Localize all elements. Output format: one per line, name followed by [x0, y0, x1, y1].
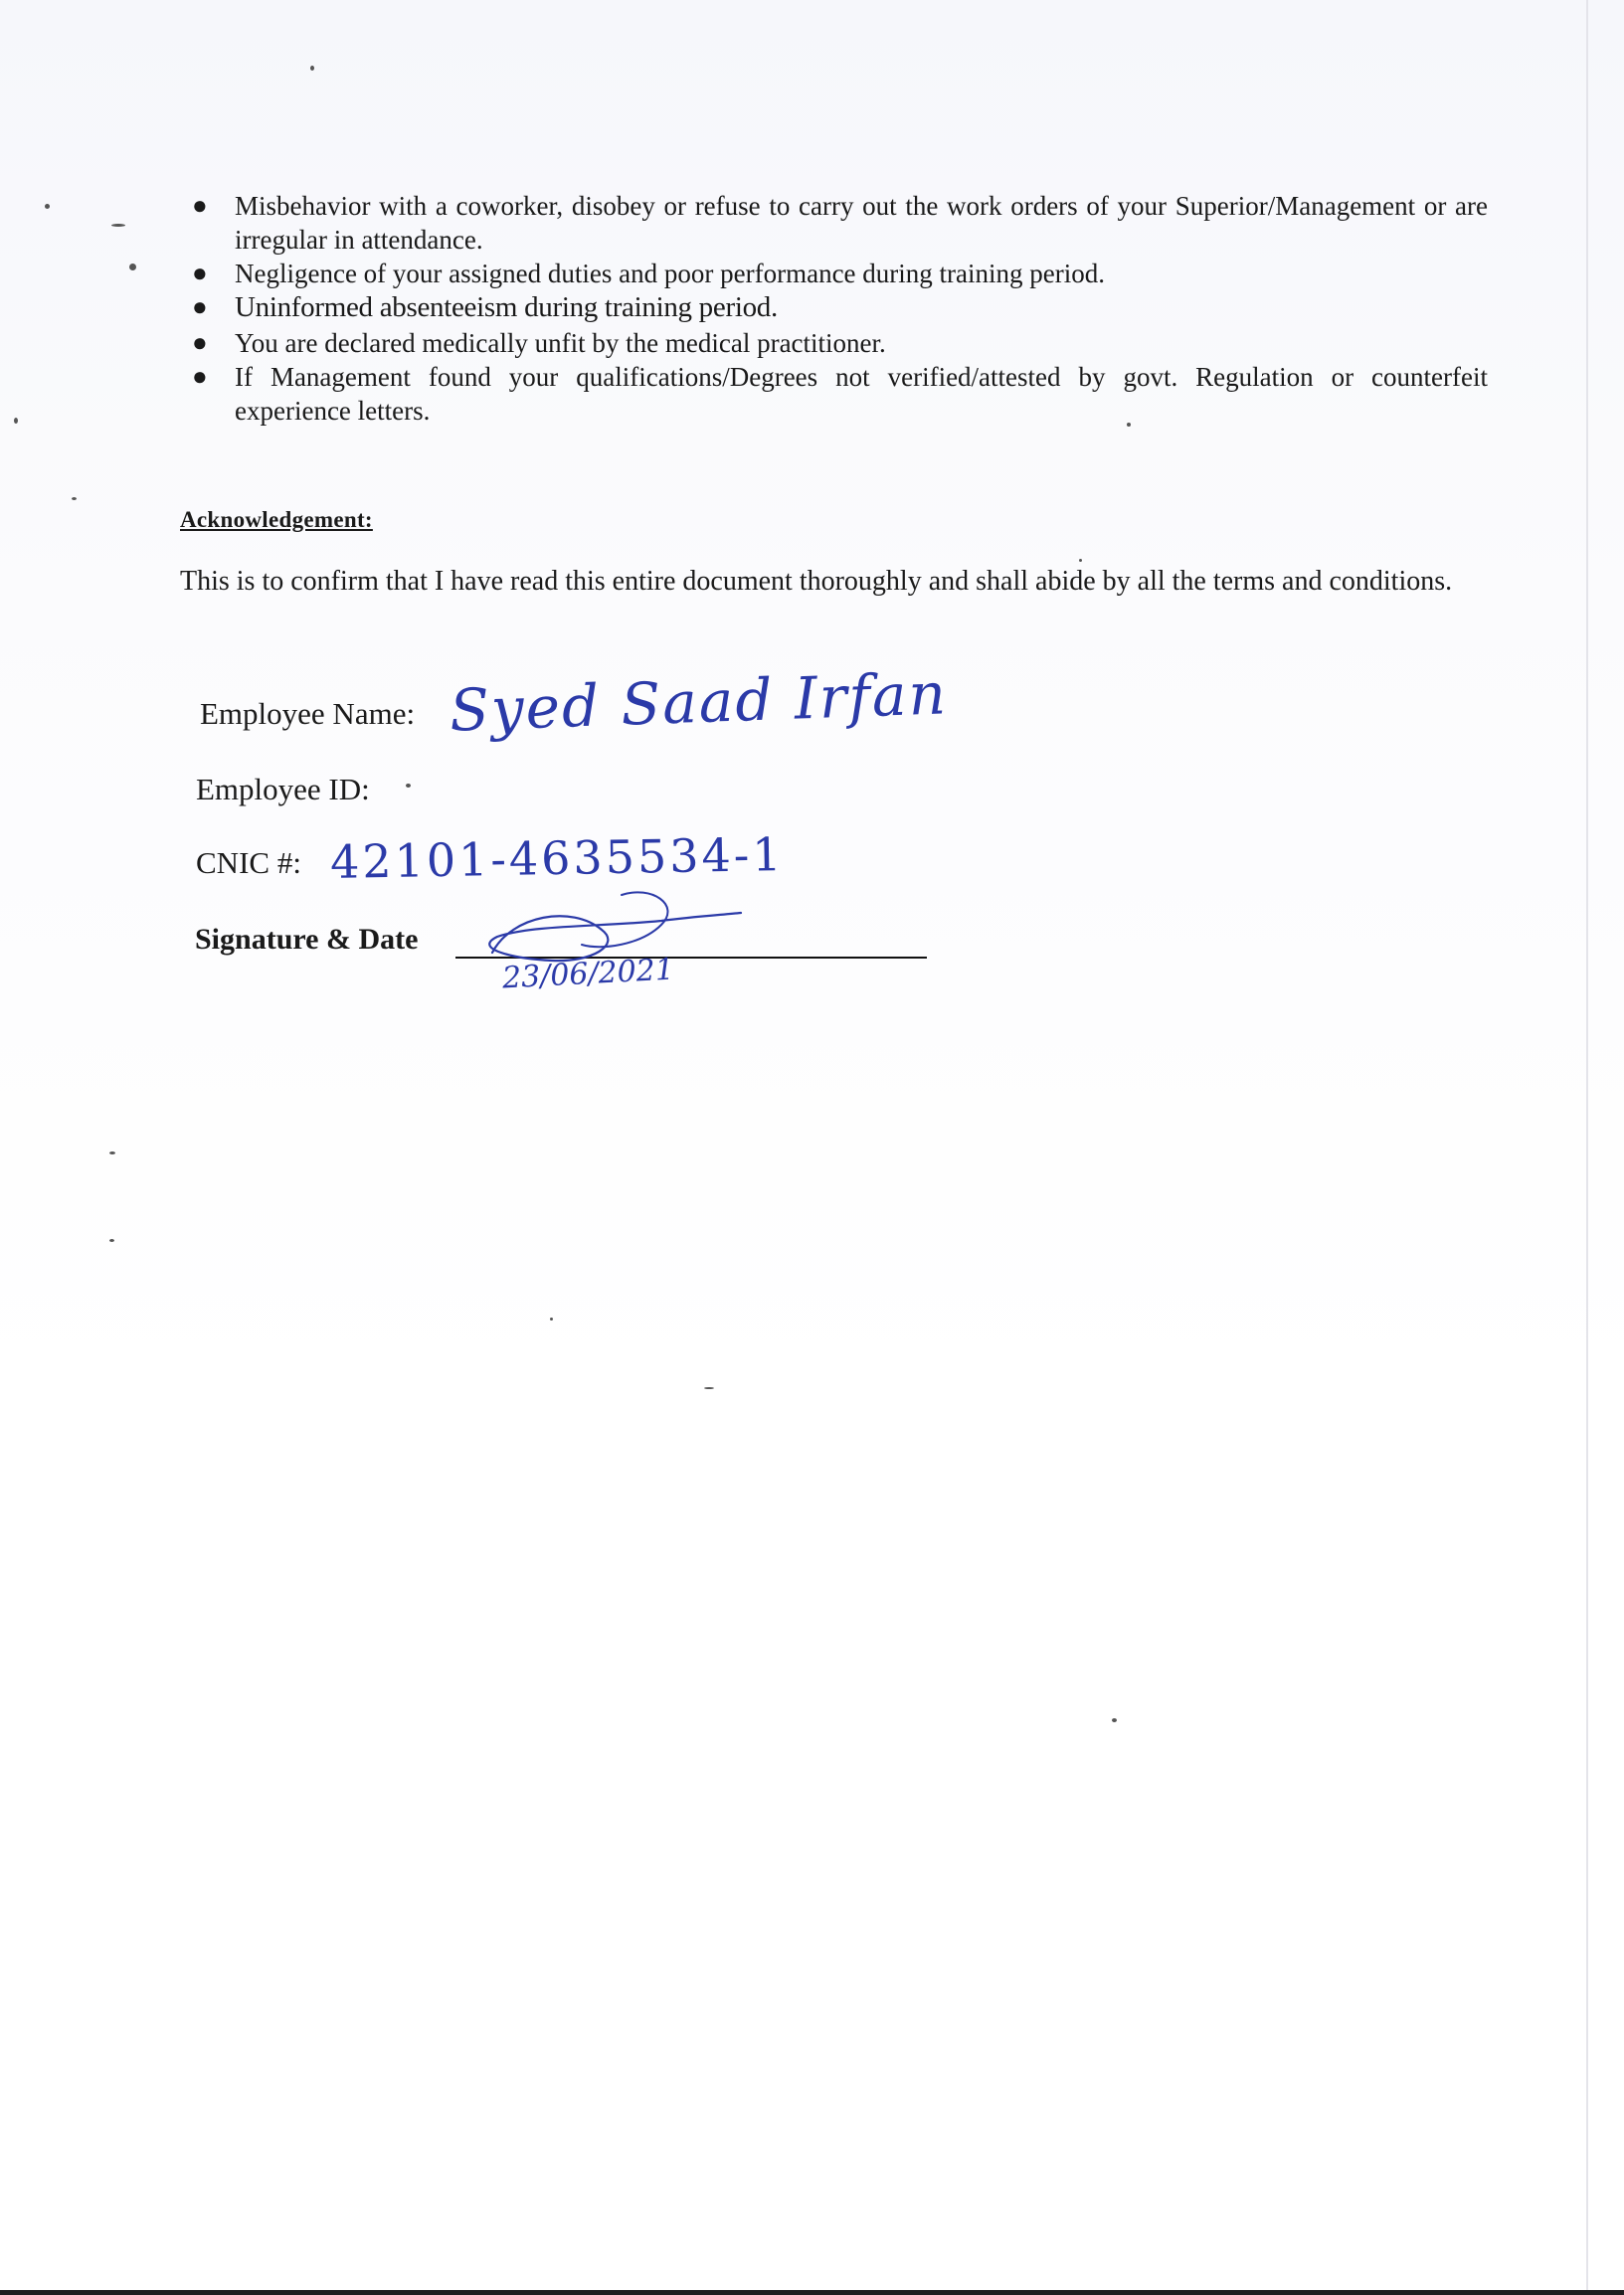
cnic-label: CNIC #: [196, 845, 301, 880]
acknowledgement-text: This is to confirm that I have read this entire document thoroughly and shall abide by all the terms and conditions. [180, 566, 1453, 597]
scan-speck [704, 1387, 714, 1389]
scan-speck [1079, 559, 1082, 562]
bullet-text: Misbehavior with a coworker, disobey or refuse to carry out the work orders of your Superior/Management or are irregular in attendance. [235, 191, 1488, 255]
bullet-dot-icon: ● [192, 191, 208, 220]
employee-id-label: Employee ID: [196, 772, 370, 806]
scan-speck [129, 264, 136, 270]
bullet-item [192, 189, 1488, 257]
bullet-item [192, 290, 1488, 326]
scan-speck [14, 418, 18, 424]
scan-speck [1112, 1718, 1117, 1722]
scan-speck [310, 66, 314, 71]
bullet-item [192, 257, 1488, 290]
scan-speck [45, 204, 50, 209]
acknowledgement-heading: Acknowledgement: [180, 507, 373, 532]
employee-name-label: Employee Name: [200, 696, 416, 731]
terms-bullet-list [192, 189, 1488, 428]
bullet-text: You are declared medically unfit by the medical practitioner. [235, 328, 886, 358]
scan-bottom-border [0, 2290, 1624, 2295]
employee-name-handwritten: Syed Saad Irfan [448, 659, 949, 745]
bullet-item [192, 360, 1488, 428]
bullet-dot-icon: ● [192, 259, 208, 287]
scan-speck [72, 497, 77, 500]
signature-date-handwritten: 23/06/2021 [501, 952, 675, 996]
page-edge-shadow [1586, 0, 1588, 2295]
cnic-handwritten: 42101-4635534-1 [329, 827, 785, 889]
scan-speck [109, 1239, 114, 1242]
bullet-dot-icon: ● [192, 362, 208, 391]
bullet-text: Uninformed absenteeism during training period. [235, 291, 778, 323]
bullet-text: Negligence of your assigned duties and poor performance during training period. [235, 259, 1105, 288]
scan-speck [109, 1151, 115, 1154]
bullet-dot-icon: ● [192, 328, 208, 357]
scan-speck [111, 224, 125, 227]
scan-speck [406, 784, 411, 788]
signature-date-label: Signature & Date [195, 923, 419, 956]
scan-speck [550, 1318, 553, 1321]
bullet-dot-icon: ● [192, 292, 208, 321]
bullet-text: If Management found your qualifications/Degrees not verified/attested by govt. Regulation or counterfeit experience letters. [235, 362, 1488, 426]
bullet-item [192, 326, 1488, 360]
